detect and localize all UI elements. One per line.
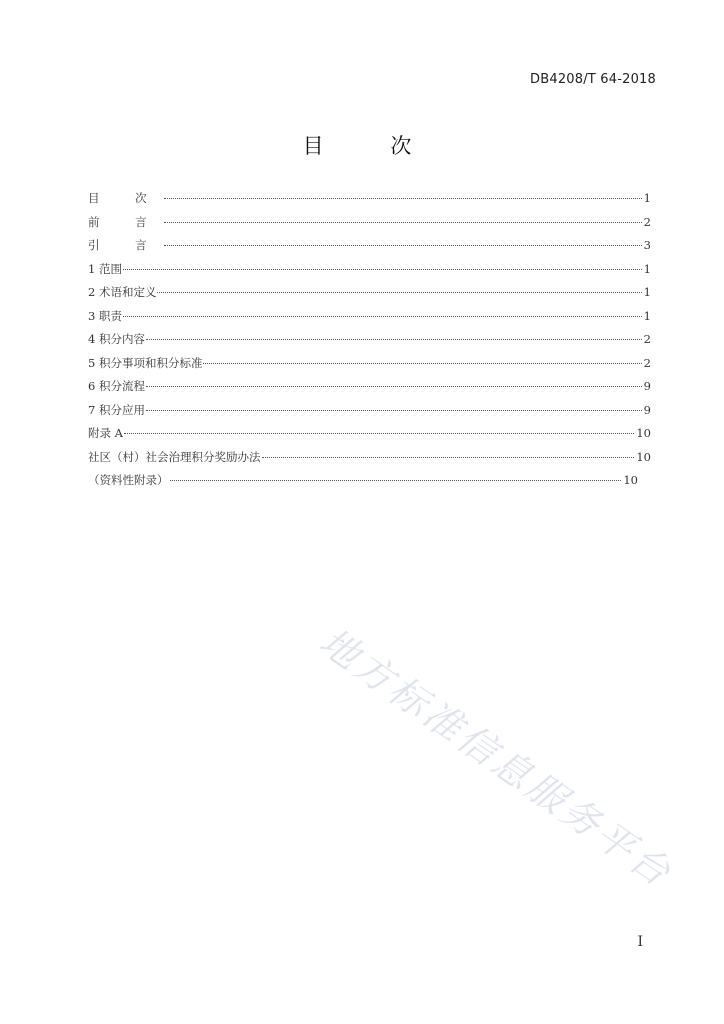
toc-entry-label: 2 术语和定义 (88, 285, 157, 299)
toc-entry[interactable] (88, 331, 651, 355)
toc-entry[interactable] (88, 190, 651, 214)
toc-entry-label: 6 积分流程 (88, 379, 145, 393)
toc-entry-page: 10 (623, 473, 638, 487)
document-code: DB4208/T 64-2018 (530, 72, 656, 87)
toc-leader-dots (157, 292, 641, 293)
toc-entry-page: 2 (643, 214, 651, 229)
toc-entry[interactable] (88, 425, 651, 449)
toc-entry-label: 4 积分内容 (88, 332, 145, 346)
toc-leader-dots (146, 386, 642, 387)
toc-leader-dots (170, 480, 622, 481)
toc-leader-dots (146, 410, 642, 411)
toc-entry-page: 10 (636, 449, 651, 464)
toc-entry[interactable] (88, 472, 638, 496)
toc-entry-page: 1 (643, 285, 651, 299)
toc-entry-page: 9 (643, 379, 651, 393)
toc-entry-page: 3 (643, 238, 651, 252)
toc-leader-dots (146, 339, 642, 340)
toc-entry-label: 附录 A (88, 426, 123, 440)
toc-leader-dots (262, 457, 635, 458)
toc-entry[interactable] (88, 308, 651, 332)
toc-entry-label: 7 积分应用 (88, 402, 145, 417)
toc-leader-dots (123, 269, 642, 270)
toc-entry-label: 1 范围 (88, 261, 122, 276)
toc-entry-page: 1 (643, 261, 651, 276)
toc-entry-label: 前 言 (88, 214, 163, 229)
toc-entry[interactable] (88, 214, 651, 238)
toc-entry-label: （资料性附录） (88, 473, 169, 487)
toc-entry[interactable] (88, 378, 651, 402)
toc-entry[interactable] (88, 449, 651, 473)
toc-entry[interactable] (88, 237, 651, 261)
toc-leader-dots (124, 433, 634, 434)
toc-leader-dots (123, 316, 642, 317)
toc-entry-label: 引 言 (88, 238, 163, 252)
toc-entry-page: 10 (636, 426, 651, 440)
toc-entry-label: 社区（村）社会治理积分奖励办法 (88, 449, 261, 464)
toc-entry-page: 2 (643, 332, 651, 346)
toc-entry-label: 3 职责 (88, 308, 122, 323)
toc-list (88, 190, 651, 496)
toc-leader-dots (164, 245, 642, 246)
toc-entry[interactable] (88, 261, 651, 285)
toc-entry-page: 9 (643, 402, 651, 417)
toc-entry[interactable] (88, 402, 651, 426)
toc-entry[interactable] (88, 284, 651, 308)
page-number: I (637, 934, 643, 950)
toc-leader-dots (164, 198, 642, 199)
toc-leader-dots (164, 222, 642, 223)
toc-heading: 目 次 (302, 134, 442, 158)
toc-entry-label: 目 次 (88, 191, 163, 205)
toc-entry[interactable] (88, 355, 651, 379)
toc-entry-label: 5 积分事项和积分标准 (88, 355, 203, 370)
toc-leader-dots (203, 363, 641, 364)
toc-entry-page: 2 (643, 355, 651, 370)
watermark-text: 地方标准信息服务平台 (311, 619, 681, 897)
toc-entry-page: 1 (643, 191, 651, 205)
toc-entry-page: 1 (643, 308, 651, 323)
